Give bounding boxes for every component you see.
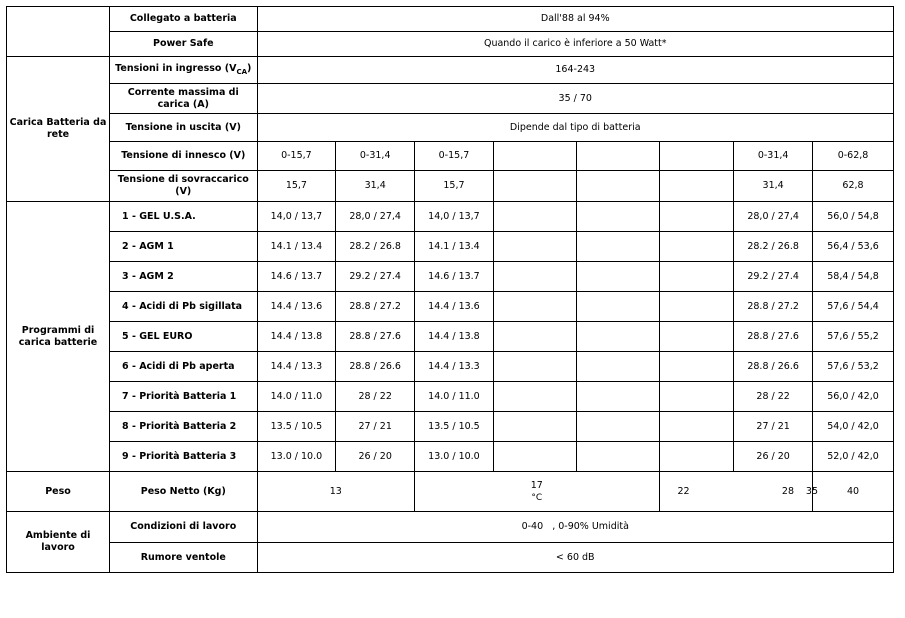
program-label: 4 - Acidi di Pb sigillata bbox=[110, 292, 257, 322]
program-cell: 27 / 21 bbox=[336, 412, 415, 442]
program-cell: 29.2 / 27.4 bbox=[336, 262, 415, 292]
program-cell: 54,0 / 42,0 bbox=[813, 412, 894, 442]
program-cell bbox=[493, 382, 576, 412]
program-cell bbox=[576, 322, 659, 352]
program-cell bbox=[659, 232, 734, 262]
label-collegato: Collegato a batteria bbox=[110, 7, 257, 32]
program-cell: 26 / 20 bbox=[336, 442, 415, 472]
program-cell bbox=[659, 442, 734, 472]
row-innesco bbox=[7, 142, 894, 171]
program-row bbox=[7, 322, 894, 352]
value-power-safe: Quando il carico è inferiore a 50 Watt* bbox=[257, 32, 894, 57]
program-cell: 28.2 / 26.8 bbox=[734, 232, 813, 262]
sovraccarico-cell: 31,4 bbox=[336, 171, 415, 202]
program-cell: 14.4 / 13.3 bbox=[257, 352, 336, 382]
sovraccarico-cell: 31,4 bbox=[734, 171, 813, 202]
program-cell bbox=[576, 442, 659, 472]
program-cell bbox=[493, 322, 576, 352]
program-cell: 28 / 22 bbox=[336, 382, 415, 412]
innesco-cell bbox=[659, 142, 734, 171]
spec-table-wrapper bbox=[6, 6, 894, 573]
program-cell: 13.0 / 10.0 bbox=[257, 442, 336, 472]
sovraccarico-cell bbox=[659, 171, 734, 202]
innesco-cell bbox=[493, 142, 576, 171]
row-tensioni-ingresso bbox=[7, 57, 894, 84]
peso-value-22: 22 bbox=[677, 485, 690, 497]
program-cell bbox=[576, 262, 659, 292]
program-cell: 14.4 / 13.6 bbox=[415, 292, 494, 322]
program-cell: 28.8 / 27.2 bbox=[336, 292, 415, 322]
label-tensioni-ingresso-text: Tensioni in ingresso (V bbox=[115, 62, 237, 74]
label-rumore: Rumore ventole bbox=[110, 543, 257, 573]
label-condizioni: Condizioni di lavoro bbox=[110, 512, 257, 543]
value-tensioni-ingresso: 164-243 bbox=[257, 57, 894, 84]
program-cell: 14.4 / 13.8 bbox=[257, 322, 336, 352]
value-condizioni: 0-40 , 0-90% Umidità bbox=[257, 512, 894, 543]
program-cell bbox=[493, 232, 576, 262]
program-cell bbox=[659, 322, 734, 352]
program-cell: 28.8 / 26.6 bbox=[336, 352, 415, 382]
program-cell bbox=[576, 412, 659, 442]
program-cell: 14.4 / 13.6 bbox=[257, 292, 336, 322]
sovraccarico-cell bbox=[493, 171, 576, 202]
peso-value-17 bbox=[415, 472, 659, 512]
peso-value-13: 13 bbox=[257, 472, 415, 512]
program-cell bbox=[659, 292, 734, 322]
program-cell: 13.0 / 10.0 bbox=[415, 442, 494, 472]
innesco-cell bbox=[576, 142, 659, 171]
program-cell: 28,0 / 27,4 bbox=[734, 202, 813, 232]
program-cell: 28.8 / 27.6 bbox=[734, 322, 813, 352]
peso-values-22-28 bbox=[659, 472, 819, 512]
program-cell bbox=[576, 232, 659, 262]
row-condizioni bbox=[7, 512, 894, 543]
row-rumore bbox=[7, 543, 894, 573]
program-cell bbox=[576, 292, 659, 322]
peso-value-40-text: 40 bbox=[846, 485, 860, 497]
row-corrente bbox=[7, 84, 894, 114]
program-cell bbox=[493, 262, 576, 292]
program-cell: 58,4 / 54,8 bbox=[813, 262, 894, 292]
program-cell: 14.4 / 13.3 bbox=[415, 352, 494, 382]
value-rumore: < 60 dB bbox=[257, 543, 894, 573]
program-cell bbox=[659, 382, 734, 412]
innesco-cell: 0-31,4 bbox=[734, 142, 813, 171]
row-tensione-uscita bbox=[7, 114, 894, 142]
program-label: 1 - GEL U.S.A. bbox=[110, 202, 257, 232]
program-label: 7 - Priorità Batteria 1 bbox=[110, 382, 257, 412]
program-cell: 28.8 / 27.6 bbox=[336, 322, 415, 352]
innesco-cell: 0-62,8 bbox=[813, 142, 894, 171]
program-cell bbox=[576, 352, 659, 382]
value-tensione-uscita: Dipende dal tipo di batteria bbox=[257, 114, 894, 142]
program-cell: 14,0 / 13,7 bbox=[257, 202, 336, 232]
label-sovraccarico: Tensione di sovraccarico (V) bbox=[110, 171, 257, 202]
row-sovraccarico bbox=[7, 171, 894, 202]
program-cell bbox=[493, 202, 576, 232]
program-row bbox=[7, 202, 894, 232]
label-tensioni-ingresso-close: ) bbox=[247, 62, 252, 74]
sovraccarico-cell: 15,7 bbox=[415, 171, 494, 202]
program-cell: 14.0 / 11.0 bbox=[415, 382, 494, 412]
label-corrente: Corrente massima di carica (A) bbox=[110, 84, 257, 114]
program-label: 3 - AGM 2 bbox=[110, 262, 257, 292]
program-cell bbox=[659, 352, 734, 382]
program-row bbox=[7, 412, 894, 442]
sovraccarico-cell: 15,7 bbox=[257, 171, 336, 202]
program-cell: 28.8 / 26.6 bbox=[734, 352, 813, 382]
program-cell: 57,6 / 53,2 bbox=[813, 352, 894, 382]
peso-value-40 bbox=[813, 472, 894, 512]
empty-group-cell bbox=[7, 7, 110, 57]
program-label: 5 - GEL EURO bbox=[110, 322, 257, 352]
peso-value-35-display: 35 bbox=[805, 486, 819, 497]
program-cell: 28 / 22 bbox=[734, 382, 813, 412]
program-cell: 57,6 / 54,4 bbox=[813, 292, 894, 322]
value-corrente: 35 / 70 bbox=[257, 84, 894, 114]
program-row bbox=[7, 262, 894, 292]
spec-table bbox=[6, 6, 894, 573]
program-cell bbox=[493, 352, 576, 382]
value-collegato: Dall'88 al 94% bbox=[257, 7, 894, 32]
program-cell: 56,0 / 42,0 bbox=[813, 382, 894, 412]
group-programmi: Programmi di carica batterie bbox=[7, 202, 110, 472]
program-cell: 14.0 / 11.0 bbox=[257, 382, 336, 412]
program-cell bbox=[493, 442, 576, 472]
group-ambiente: Ambiente di lavoro bbox=[7, 512, 110, 573]
innesco-cell: 0-15,7 bbox=[257, 142, 336, 171]
group-peso: Peso bbox=[7, 472, 110, 512]
group-carica-batteria: Carica Batteria da rete bbox=[7, 57, 110, 202]
program-cell bbox=[493, 292, 576, 322]
row-collegato bbox=[7, 7, 894, 32]
program-row bbox=[7, 352, 894, 382]
program-label: 2 - AGM 1 bbox=[110, 232, 257, 262]
program-cell: 56,4 / 53,6 bbox=[813, 232, 894, 262]
program-cell bbox=[493, 412, 576, 442]
program-cell bbox=[576, 202, 659, 232]
label-tensioni-ingresso-sub: CA bbox=[236, 67, 248, 76]
program-cell: 28.2 / 26.8 bbox=[336, 232, 415, 262]
label-tensioni-ingresso bbox=[110, 57, 257, 84]
label-peso-netto: Peso Netto (Kg) bbox=[110, 472, 257, 512]
program-row bbox=[7, 382, 894, 412]
program-cell bbox=[576, 382, 659, 412]
sovraccarico-cell: 62,8 bbox=[813, 171, 894, 202]
program-cell: 56,0 / 54,8 bbox=[813, 202, 894, 232]
label-power-safe: Power Safe bbox=[110, 32, 257, 57]
sovraccarico-cell bbox=[576, 171, 659, 202]
label-innesco: Tensione di innesco (V) bbox=[110, 142, 257, 171]
program-cell: 29.2 / 27.4 bbox=[734, 262, 813, 292]
program-cell: 52,0 / 42,0 bbox=[813, 442, 894, 472]
program-row bbox=[7, 292, 894, 322]
program-cell: 14.1 / 13.4 bbox=[257, 232, 336, 262]
row-power-safe bbox=[7, 32, 894, 57]
program-cell: 27 / 21 bbox=[734, 412, 813, 442]
program-cell: 14.6 / 13.7 bbox=[415, 262, 494, 292]
program-cell: 26 / 20 bbox=[734, 442, 813, 472]
program-label: 6 - Acidi di Pb aperta bbox=[110, 352, 257, 382]
innesco-cell: 0-31,4 bbox=[336, 142, 415, 171]
program-cell: 14,0 / 13,7 bbox=[415, 202, 494, 232]
program-cell: 28,0 / 27,4 bbox=[336, 202, 415, 232]
program-cell: 14.1 / 13.4 bbox=[415, 232, 494, 262]
program-cell: 28.8 / 27.2 bbox=[734, 292, 813, 322]
celsius-unit: °C bbox=[531, 492, 543, 503]
program-label: 8 - Priorità Batteria 2 bbox=[110, 412, 257, 442]
program-cell: 57,6 / 55,2 bbox=[813, 322, 894, 352]
program-row bbox=[7, 232, 894, 262]
program-row bbox=[7, 442, 894, 472]
program-cell: 14.4 / 13.8 bbox=[415, 322, 494, 352]
program-cell bbox=[659, 262, 734, 292]
innesco-cell: 0-15,7 bbox=[415, 142, 494, 171]
program-cell: 14.6 / 13.7 bbox=[257, 262, 336, 292]
peso-value-28: 28 bbox=[781, 485, 795, 497]
row-peso bbox=[7, 472, 894, 512]
peso-value-17-number: 17 bbox=[530, 479, 543, 491]
program-cell: 13.5 / 10.5 bbox=[415, 412, 494, 442]
program-cell: 13.5 / 10.5 bbox=[257, 412, 336, 442]
program-label: 9 - Priorità Batteria 3 bbox=[110, 442, 257, 472]
program-cell bbox=[659, 412, 734, 442]
label-tensione-uscita: Tensione in uscita (V) bbox=[110, 114, 257, 142]
program-cell bbox=[659, 202, 734, 232]
